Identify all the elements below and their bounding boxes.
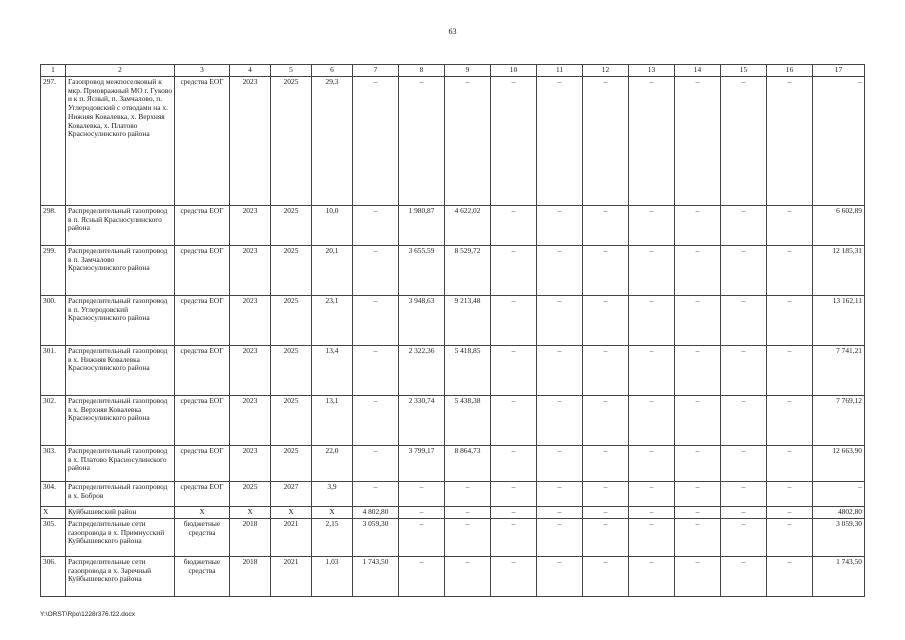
- column-number: 14: [675, 65, 721, 77]
- column-number: 17: [813, 65, 865, 77]
- investment-table: [40, 64, 865, 597]
- cell-v7: –: [353, 396, 399, 446]
- cell-v11: –: [537, 396, 583, 446]
- cell-total: 1 743,50: [813, 557, 865, 597]
- cell-v16: –: [767, 519, 813, 557]
- cell-source: средства ЕОГ: [175, 446, 230, 482]
- cell-start: 2023: [230, 446, 271, 482]
- cell-v16: –: [767, 507, 813, 519]
- cell-v11: –: [537, 296, 583, 346]
- cell-total: 3 059,30: [813, 519, 865, 557]
- cell-end: Х: [271, 507, 312, 519]
- cell-total: –: [813, 482, 865, 507]
- column-number: 13: [629, 65, 675, 77]
- cell-source: средства ЕОГ: [175, 482, 230, 507]
- cell-v12: –: [583, 519, 629, 557]
- cell-name: Куйбышевский район: [66, 507, 175, 519]
- cell-num: 301.: [41, 346, 66, 396]
- cell-v14: –: [675, 206, 721, 246]
- page-number: 63: [448, 27, 457, 36]
- cell-v16: –: [767, 296, 813, 346]
- cell-v15: –: [721, 507, 767, 519]
- cell-v14: –: [675, 77, 721, 206]
- cell-v13: –: [629, 557, 675, 597]
- cell-name: Распределительный газопровод в х. Бобров: [66, 482, 175, 507]
- cell-length: 13,4: [312, 346, 353, 396]
- cell-v8: 3 655,59: [399, 246, 445, 296]
- cell-name: Распределительные сети газопровода в х. Заречный Куйбышевского района: [66, 557, 175, 597]
- cell-end: 2025: [271, 396, 312, 446]
- cell-v13: –: [629, 482, 675, 507]
- cell-v11: –: [537, 206, 583, 246]
- cell-v10: –: [491, 519, 537, 557]
- cell-num: 302.: [41, 396, 66, 446]
- cell-total: 12 663,90: [813, 446, 865, 482]
- cell-v11: –: [537, 446, 583, 482]
- cell-v8: 2 322,36: [399, 346, 445, 396]
- cell-source: средства ЕОГ: [175, 206, 230, 246]
- table-row: [41, 296, 865, 346]
- cell-v9: 8 529,72: [445, 246, 491, 296]
- cell-start: 2023: [230, 396, 271, 446]
- cell-end: 2025: [271, 296, 312, 346]
- cell-length: 1,03: [312, 557, 353, 597]
- cell-v16: –: [767, 246, 813, 296]
- cell-v16: –: [767, 206, 813, 246]
- cell-v13: –: [629, 396, 675, 446]
- column-number: 11: [537, 65, 583, 77]
- cell-name: Газопровод межпоселковый к мкр. Приовражный МО г. Гуково и к п. Ясный, п. Замчалово, п. Углеродовский с отводами на х. Нижняя Ковалевка, х. Верхняя Ковалевка, х. Платово Красносулинского района: [66, 77, 175, 206]
- cell-v9: 5 418,85: [445, 346, 491, 396]
- cell-v7: –: [353, 482, 399, 507]
- cell-v8: –: [399, 519, 445, 557]
- cell-start: 2025: [230, 482, 271, 507]
- cell-end: 2025: [271, 77, 312, 206]
- cell-v10: –: [491, 557, 537, 597]
- cell-num: 306.: [41, 557, 66, 597]
- cell-name: Распределительный газопровод в п. Углеродовский Красносулинского района: [66, 296, 175, 346]
- cell-total: 4802,80: [813, 507, 865, 519]
- cell-source: бюджетные средства: [175, 557, 230, 597]
- cell-v16: –: [767, 396, 813, 446]
- cell-v7: –: [353, 296, 399, 346]
- cell-end: 2025: [271, 246, 312, 296]
- cell-v8: –: [399, 557, 445, 597]
- cell-v12: –: [583, 396, 629, 446]
- cell-v13: –: [629, 446, 675, 482]
- cell-v12: –: [583, 206, 629, 246]
- cell-start: 2023: [230, 246, 271, 296]
- cell-v9: –: [445, 507, 491, 519]
- cell-v12: –: [583, 557, 629, 597]
- cell-v10: –: [491, 77, 537, 206]
- cell-v10: –: [491, 206, 537, 246]
- cell-v15: –: [721, 557, 767, 597]
- cell-v14: –: [675, 346, 721, 396]
- table-row: [41, 446, 865, 482]
- cell-v16: –: [767, 346, 813, 396]
- cell-v14: –: [675, 557, 721, 597]
- table-body: [41, 65, 865, 597]
- cell-v13: –: [629, 246, 675, 296]
- column-number: 3: [175, 65, 230, 77]
- cell-name: Распределительный газопровод в х. Нижняя Ковалевка Красносулинского района: [66, 346, 175, 396]
- cell-v7: –: [353, 446, 399, 482]
- cell-v7: 4 802,80: [353, 507, 399, 519]
- cell-v12: –: [583, 446, 629, 482]
- column-number: 10: [491, 65, 537, 77]
- cell-start: 2023: [230, 296, 271, 346]
- cell-v10: –: [491, 482, 537, 507]
- cell-start: 2018: [230, 557, 271, 597]
- cell-v15: –: [721, 206, 767, 246]
- cell-v13: –: [629, 296, 675, 346]
- cell-length: Х: [312, 507, 353, 519]
- cell-v7: –: [353, 77, 399, 206]
- table-row: [41, 507, 865, 519]
- cell-source: средства ЕОГ: [175, 296, 230, 346]
- cell-source: бюджетные средства: [175, 519, 230, 557]
- cell-v14: –: [675, 396, 721, 446]
- cell-v7: –: [353, 206, 399, 246]
- cell-end: 2027: [271, 482, 312, 507]
- table-row: [41, 346, 865, 396]
- cell-name: Распределительный газопровод в п. Ясный Красносулинского района: [66, 206, 175, 246]
- cell-end: 2025: [271, 206, 312, 246]
- cell-name: Распределительный газопровод в х. Верхняя Ковалевка Красносулинского района: [66, 396, 175, 446]
- cell-v11: –: [537, 77, 583, 206]
- cell-v10: –: [491, 346, 537, 396]
- column-number: 5: [271, 65, 312, 77]
- cell-v15: –: [721, 482, 767, 507]
- cell-v10: –: [491, 246, 537, 296]
- column-number: 6: [312, 65, 353, 77]
- cell-v10: –: [491, 507, 537, 519]
- cell-v11: –: [537, 557, 583, 597]
- cell-v7: –: [353, 246, 399, 296]
- cell-length: 29,3: [312, 77, 353, 206]
- cell-start: Х: [230, 507, 271, 519]
- cell-v8: 1 980,87: [399, 206, 445, 246]
- cell-v12: –: [583, 482, 629, 507]
- table-row: [41, 206, 865, 246]
- cell-v8: –: [399, 482, 445, 507]
- cell-v14: –: [675, 246, 721, 296]
- cell-v15: –: [721, 396, 767, 446]
- cell-v7: –: [353, 346, 399, 396]
- cell-v12: –: [583, 507, 629, 519]
- cell-v10: –: [491, 446, 537, 482]
- cell-v13: –: [629, 206, 675, 246]
- cell-v16: –: [767, 557, 813, 597]
- cell-total: 7 769,12: [813, 396, 865, 446]
- cell-v14: –: [675, 482, 721, 507]
- cell-v9: 8 864,73: [445, 446, 491, 482]
- cell-length: 20,1: [312, 246, 353, 296]
- cell-v13: –: [629, 346, 675, 396]
- cell-v16: –: [767, 482, 813, 507]
- cell-num: Х: [41, 507, 66, 519]
- cell-v16: –: [767, 446, 813, 482]
- cell-num: 303.: [41, 446, 66, 482]
- cell-v12: –: [583, 246, 629, 296]
- cell-v12: –: [583, 296, 629, 346]
- cell-v12: –: [583, 346, 629, 396]
- column-number: 7: [353, 65, 399, 77]
- cell-name: Распределительный газопровод в п. Замчалово Красносулинского района: [66, 246, 175, 296]
- column-number-row: [41, 65, 865, 77]
- cell-start: 2023: [230, 206, 271, 246]
- cell-v12: –: [583, 77, 629, 206]
- cell-end: 2025: [271, 346, 312, 396]
- cell-v15: –: [721, 296, 767, 346]
- cell-v10: –: [491, 396, 537, 446]
- column-number: 12: [583, 65, 629, 77]
- cell-num: 298.: [41, 206, 66, 246]
- cell-v9: 9 213,48: [445, 296, 491, 346]
- cell-v14: –: [675, 296, 721, 346]
- cell-v14: –: [675, 519, 721, 557]
- cell-length: 3,9: [312, 482, 353, 507]
- cell-num: 299.: [41, 246, 66, 296]
- cell-v13: –: [629, 519, 675, 557]
- column-number: 16: [767, 65, 813, 77]
- cell-total: 6 602,89: [813, 206, 865, 246]
- cell-length: 2,15: [312, 519, 353, 557]
- cell-length: 22,0: [312, 446, 353, 482]
- table-row: [41, 396, 865, 446]
- cell-v15: –: [721, 519, 767, 557]
- cell-v7: 3 059,30: [353, 519, 399, 557]
- cell-v15: –: [721, 246, 767, 296]
- cell-v16: –: [767, 77, 813, 206]
- cell-v9: –: [445, 557, 491, 597]
- cell-v11: –: [537, 346, 583, 396]
- cell-v11: –: [537, 246, 583, 296]
- cell-v9: 5 438,38: [445, 396, 491, 446]
- table-row: [41, 246, 865, 296]
- cell-v10: –: [491, 296, 537, 346]
- cell-v9: –: [445, 77, 491, 206]
- cell-v15: –: [721, 77, 767, 206]
- cell-v11: –: [537, 507, 583, 519]
- cell-total: 7 741,21: [813, 346, 865, 396]
- table-row: [41, 557, 865, 597]
- cell-total: 13 162,11: [813, 296, 865, 346]
- cell-v11: –: [537, 519, 583, 557]
- cell-v8: –: [399, 507, 445, 519]
- cell-length: 13,1: [312, 396, 353, 446]
- cell-v14: –: [675, 507, 721, 519]
- cell-source: средства ЕОГ: [175, 346, 230, 396]
- cell-v8: 2 330,74: [399, 396, 445, 446]
- cell-name: Распределительные сети газопровода в х. Примиусский Куйбышевского района: [66, 519, 175, 557]
- cell-v9: 4 622,02: [445, 206, 491, 246]
- cell-v15: –: [721, 446, 767, 482]
- cell-v14: –: [675, 446, 721, 482]
- cell-length: 10,0: [312, 206, 353, 246]
- cell-source: средства ЕОГ: [175, 77, 230, 206]
- cell-source: средства ЕОГ: [175, 396, 230, 446]
- cell-v13: –: [629, 77, 675, 206]
- cell-v13: –: [629, 507, 675, 519]
- table-row: [41, 77, 865, 206]
- cell-v7: 1 743,50: [353, 557, 399, 597]
- column-number: 1: [41, 65, 66, 77]
- cell-num: 304.: [41, 482, 66, 507]
- cell-v9: –: [445, 482, 491, 507]
- table-row: [41, 482, 865, 507]
- cell-name: Распределительный газопровод в х. Платово Красносулинского района: [66, 446, 175, 482]
- cell-v9: –: [445, 519, 491, 557]
- column-number: 9: [445, 65, 491, 77]
- cell-v11: –: [537, 482, 583, 507]
- cell-end: 2025: [271, 446, 312, 482]
- cell-start: 2023: [230, 346, 271, 396]
- cell-v15: –: [721, 346, 767, 396]
- cell-num: 300.: [41, 296, 66, 346]
- cell-total: –: [813, 77, 865, 206]
- cell-source: средства ЕОГ: [175, 246, 230, 296]
- cell-source: Х: [175, 507, 230, 519]
- column-number: 8: [399, 65, 445, 77]
- cell-v8: –: [399, 77, 445, 206]
- cell-start: 2018: [230, 519, 271, 557]
- cell-total: 12 185,31: [813, 246, 865, 296]
- cell-v8: 3 799,17: [399, 446, 445, 482]
- column-number: 4: [230, 65, 271, 77]
- cell-num: 305.: [41, 519, 66, 557]
- cell-end: 2021: [271, 557, 312, 597]
- footer-file-path: Y:\ORST\Rpo\1228r376.f22.docx: [40, 611, 136, 618]
- column-number: 15: [721, 65, 767, 77]
- table-row: [41, 519, 865, 557]
- cell-num: 297.: [41, 77, 66, 206]
- cell-start: 2023: [230, 77, 271, 206]
- cell-v8: 3 948,63: [399, 296, 445, 346]
- cell-length: 23,1: [312, 296, 353, 346]
- column-number: 2: [66, 65, 175, 77]
- cell-end: 2021: [271, 519, 312, 557]
